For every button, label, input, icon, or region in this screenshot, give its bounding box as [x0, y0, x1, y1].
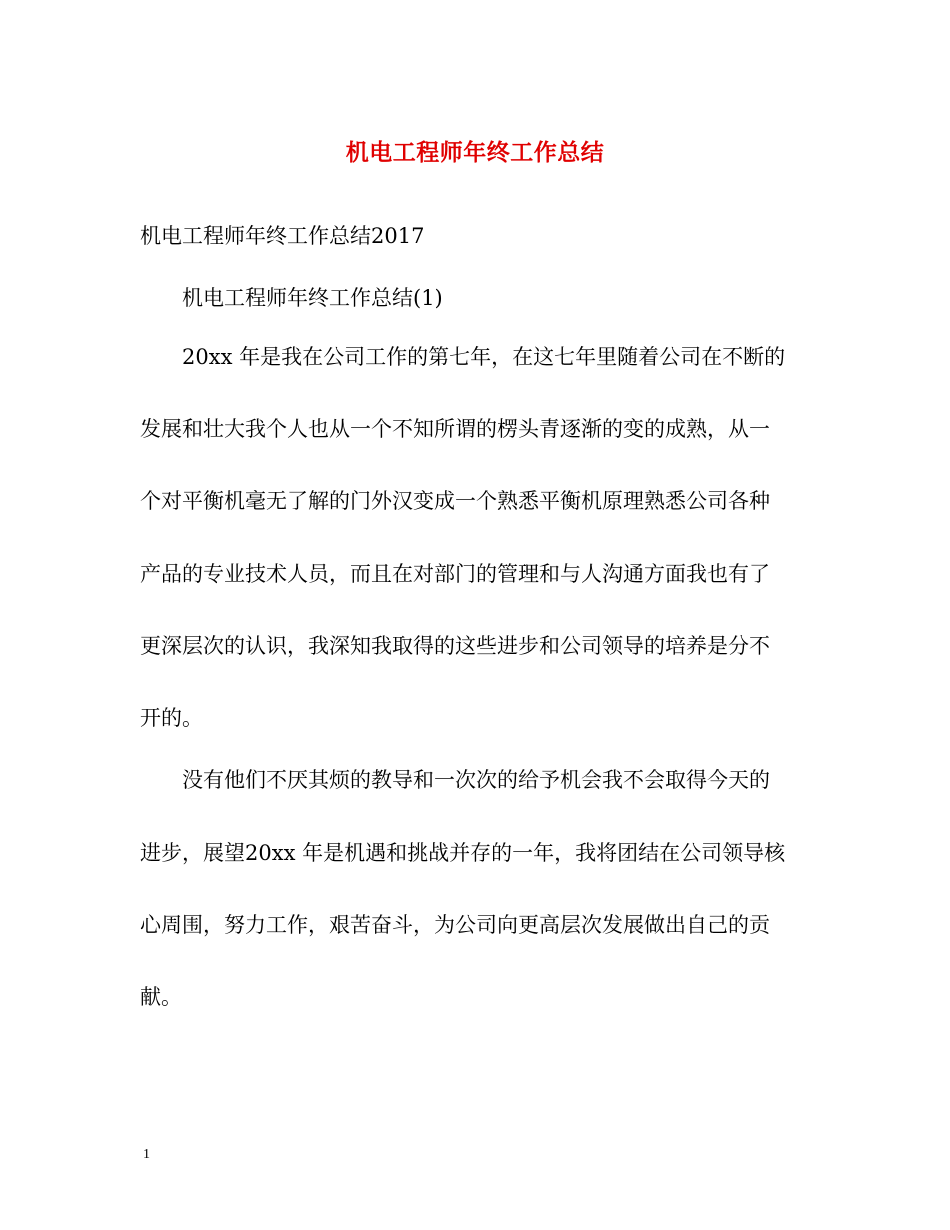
paragraph-1-line-4: 产品的专业技术人员，而且在对部门的管理和与人沟通方面我也有了	[140, 562, 770, 586]
paragraph-1-line-6: 开的。	[140, 706, 203, 730]
paragraph-1-line-5: 更深层次的认识，我深知我取得的这些进步和公司领导的培养是分不	[140, 634, 770, 658]
paragraph-1-line-3: 个对平衡机毫无了解的门外汉变成一个熟悉平衡机原理熟悉公司各种	[140, 489, 770, 513]
paragraph-1-line-2: 发展和壮大我个人也从一个不知所谓的楞头青逐渐的变的成熟，从一	[140, 417, 770, 441]
paragraph-2-line-3: 心周围，努力工作，艰苦奋斗，为公司向更高层次发展做出自己的贡	[140, 913, 770, 937]
document-subtitle: 机电工程师年终工作总结2017	[140, 224, 425, 248]
page-number: 1	[143, 1147, 150, 1162]
section-heading: 机电工程师年终工作总结(1)	[182, 286, 443, 310]
paragraph-1-line-1: 20xx 年是我在公司工作的第七年，在这七年里随着公司在不断的	[182, 345, 786, 369]
paragraph-2-line-1: 没有他们不厌其烦的教导和一次次的给予机会我不会取得今天的	[182, 768, 770, 792]
paragraph-2-line-4: 献。	[140, 985, 182, 1009]
document-title: 机电工程师年终工作总结	[345, 139, 605, 166]
paragraph-2-line-2: 进步，展望20xx 年是机遇和挑战并存的一年，我将团结在公司领导核	[140, 841, 786, 865]
